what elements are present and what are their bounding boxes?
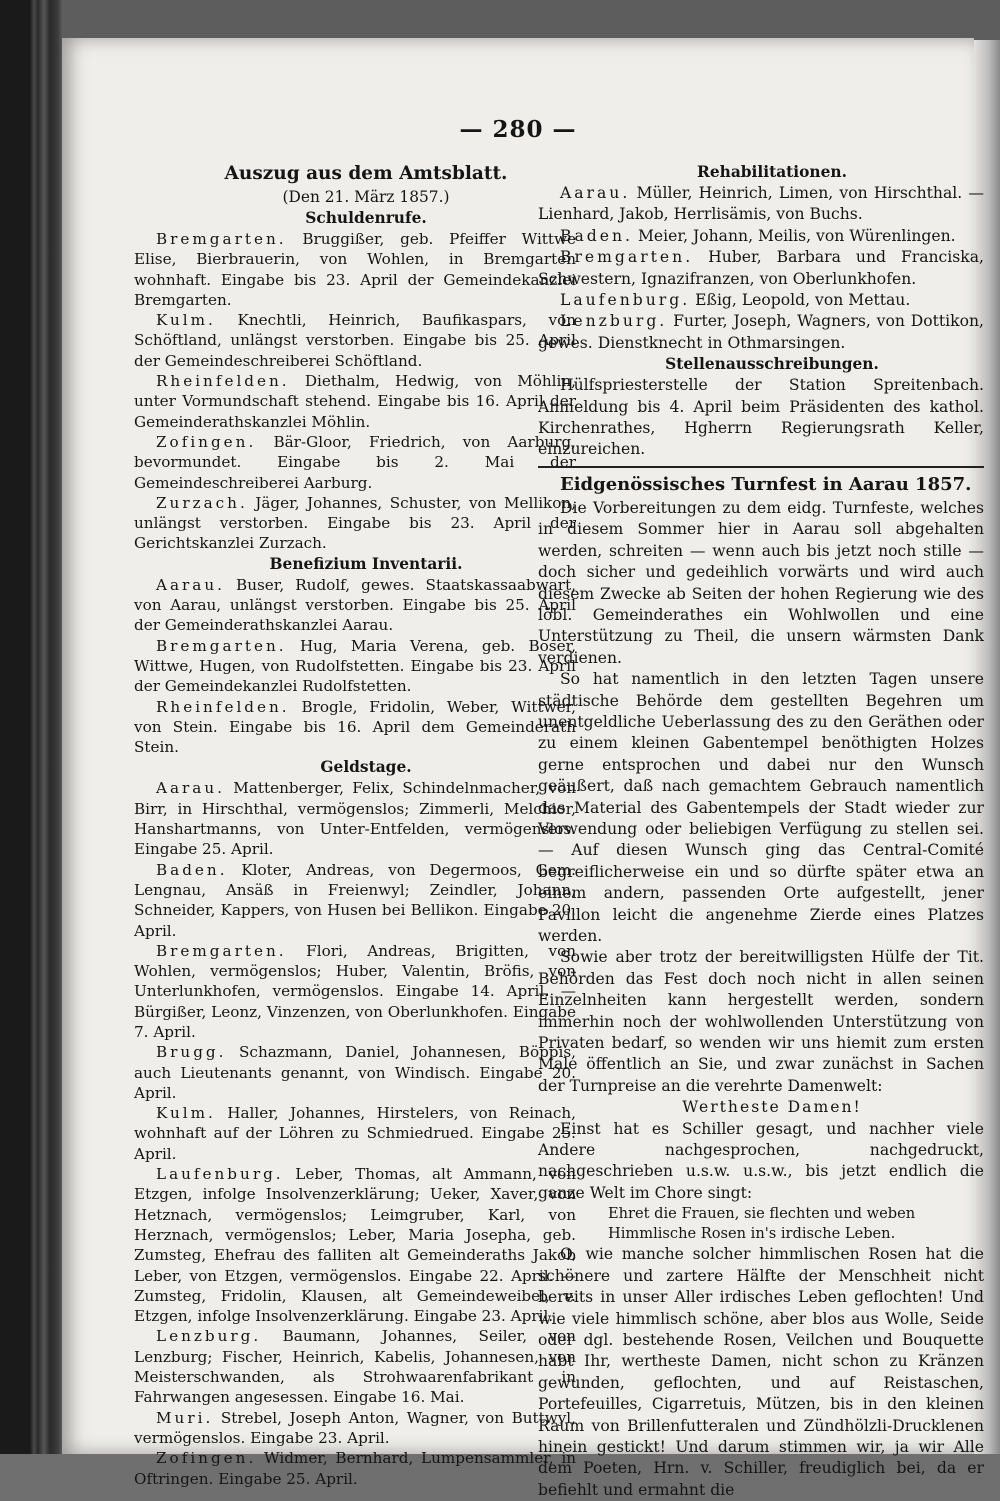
salutation: Wertheste Damen! (682, 1098, 862, 1117)
article-paragraph: So hat namentlich in den letzten Tagen unsere städtische Behörde dem gestellten Begehren um unentgeldliche Ueberlassung des zu den Geräthen oder zu einem kleinen Gabentempel benöthigten Holzes gerne entsprochen und dabei nur den Wunsch geäußert, daß nach gemachtem Gebrauch namentlich das Material des Gabentempels der Stadt wieder zur Verwendung oder beliebigen Verfügung zu stellen sei. — Auf diesen Wunsch ging das Central-Comité begreiflicherweise ein und so dürfte später etwa an einem andern, passenden Orte aufgestellt, jener Pavillon leicht die angenehme Zierde eines Platzes werden. (538, 670, 984, 945)
section-heading: Benefizium Inventarii. (269, 554, 463, 573)
list-item: Kulm. Haller, Johannes, Hirstelers, von Reinach, wohnhaft auf der Löhren zu Schmiedrued. Eingabe 25. April. (134, 1104, 577, 1163)
right-column (538, 162, 984, 1501)
newspaper-page (62, 38, 984, 1499)
page-number: — 280 — (459, 116, 577, 143)
rehabilitation-heading: Rehabilitationen. (697, 163, 847, 181)
verse-line: Ehret die Frauen, sie flechten und weben (608, 1205, 916, 1223)
list-item: Aarau. Buser, Rudolf, gewes. Staatskassaabwart, von Aarau, unlängst verstorben. Eingabe bis 25. April der Gemeinderathskanzlei Aarau. (134, 575, 576, 635)
amtsblatt-title: Auszug aus dem Amtsblatt. (224, 163, 508, 184)
list-item: Zofingen. Bär-Gloor, Friedrich, von Aarburg, bevormundet. Eingabe bis 2. Mai der Gemeindeschreiberei Aarburg. (134, 432, 577, 492)
list-item: Bremgarten. Bruggißer, geb. Pfeiffer Wittwe Elise, Bierbrauerin, von Wohlen, in Bremgarten wohnhaft. Eingabe bis 23. April der Gemeindekanzlei Bremgarten. (134, 230, 576, 309)
list-item: Kulm. Knechtli, Heinrich, Baufikaspars, von Schöftland, unlängst verstorben. Eingabe bis 25. April der Gemeindeschreiberei Schöftland. (134, 311, 576, 370)
list-item: Aarau. Mattenberger, Felix, Schindelnmacher, von Birr, in Hirschthal, vermögenslos; Zimmerli, Melchior, Hanshartmanns, von Unter-Entfelden, vermögenslos. Eingabe 25. April. (134, 779, 576, 859)
list-item: Rheinfelden. Diethalm, Hedwig, von Möhlin, unter Vormundschaft stehend. Eingabe bis 16. April der Gemeinderathskanzlei Möhlin. (134, 372, 577, 431)
list-item: Aarau. Müller, Heinrich, Limen, von Hirschthal. — Lienhard, Jakob, Herrlisämis, von Buchs. (538, 184, 984, 224)
article-paragraph: Einst hat es Schiller gesagt, und nachher viele Andere nachgesprochen, nachgedruckt, nachgeschrieben u.s.w. u.s.w., bis jetzt endlich die ganze Welt im Chore singt: (538, 1119, 984, 1202)
stellen-heading: Stellenausschreibungen. (665, 355, 879, 374)
list-item: Baden. Meier, Johann, Meilis, von Würenlingen. (560, 226, 956, 245)
section-heading: Geldstage. (320, 758, 412, 777)
list-item: Baden. Kloter, Andreas, von Degermoos, Gem. Lengnau, Ansäß in Freienwyl; Zeindler, Johann, Schneider, Kappers, von Husen bei Bellikon. Eingabe 20. April. (134, 860, 576, 940)
list-item: Lenzburg. Baumann, Johannes, Seiler, von Lenzburg; Fischer, Heinrich, Kabelis, Johannesen, von Meisterschwanden, als Strohwaarenfabrikant in Fahrwangen angesessen. Eingabe 16. Mai. (134, 1327, 576, 1407)
list-item: Bremgarten. Huber, Barbara und Franciska, Schwestern, Ignazifranzen, von Oberlunkhofen. (538, 248, 984, 288)
list-item: Laufenburg. Leber, Thomas, alt Ammann, von Etzgen, infolge Insolvenzerklärung; Ueker, Xaver, von Hetznach, vermögenslos; Leimgruber, Karl, von Herznach, vermögenslos; Leber, Maria Josepha, geb. Zumsteg, Ehefrau des falliten alt Gemeinderaths Jakob Leber, von Etzgen, vermögenslos. Eingabe 22. April. — Zumsteg, Fridolin, Klausen, alt Gemeindeweibel, v. Etzgen, infolge Insolvenzerklärung. Eingabe 23. April. (134, 1165, 576, 1326)
article-paragraph: O, wie manche solcher himmlischen Rosen hat die schönere und zartere Hälfte der Menschheit nicht bereits in unser Aller irdisches Leben geflochten! Und wie viele himmlisch schöne, aber blos aus Wolle, Seide oder dgl. bestehende Rosen, Veilchen und Bouquette habt Ihr, wertheste Damen, nicht schon zu Kränzen gewunden, geflochten, und auf Reistaschen, Portefeuilles, Cigarretuis, Mützen, bis in den kleinen Raum von Brillenfutteralen und Zündhölzli-Drucklenen hinein gestickt! Und darum stimmen wir, ja wir Alle dem Poeten, Hrn. v. Schiller, freudiglich bei, da er befiehlt und ermahnt die (538, 1245, 984, 1499)
amtsblatt-date: (Den 21. März 1857.) (282, 188, 450, 206)
list-item: Rheinfelden. Brogle, Fridolin, Weber, Wittwer, von Stein. Eingabe bis 16. April dem Gemeinderath Stein. (134, 697, 576, 757)
list-item: Zofingen. Widmer, Bernhard, Lumpensammler, in Oftringen. Eingabe 25. April. (134, 1449, 576, 1488)
list-item: Bremgarten. Flori, Andreas, Brigitten, von Wohlen, vermögenslos; Huber, Valentin, Bröfis, von Unterlunkhofen, vermögenslos. Eingabe 14. April. — Bürgißer, Leonz, Vinzenzen, von Oberlunkhofen. Eingabe 7. April. (134, 941, 577, 1041)
list-item: Brugg. Schazmann, Daniel, Johannesen, Böppis, auch Lieutenants genannt, von Windisch. Eingabe 20. April. (134, 1043, 577, 1102)
article-paragraph: Sowie aber trotz der bereitwilligsten Hülfe der Tit. Behörden das Fest doch noch nicht in allen seinen Einzelnheiten kann hergestellt werden, sondern immerhin noch der wohlwollenden Unterstützung von Privaten bedarf, so wenden wir uns hiemit zum ersten Male öffentlich an Sie, und zwar zunächst in Sachen der Turnpreise an die verehrte Damenwelt: (538, 948, 984, 1095)
scan-top-background (0, 0, 1000, 40)
verse-line: Himmlische Rosen in's irdische Leben. (608, 1225, 896, 1243)
stellen-text: Hülfspriesterstelle der Station Spreitenbach. Anmeldung bis 4. April beim Präsidenten des kathol. Kirchenrathes, Hgherrn Regierungsrath Keller, einzureichen. (538, 376, 984, 459)
list-item: Bremgarten. Hug, Maria Verena, geb. Boser, Wittwe, Hugen, von Rudolfstetten. Eingabe bis 23. April der Gemeindekanzlei Rudolfstetten. (134, 636, 576, 696)
book-spine (0, 0, 62, 1454)
list-item: Zurzach. Jäger, Johannes, Schuster, von Mellikon, unlängst verstorben. Eingabe bis 23. April der Gerichtskanzlei Zurzach. (134, 493, 577, 553)
left-column (134, 162, 576, 1489)
article-title: Eidgenössisches Turnfest in Aarau 1857. (560, 473, 972, 495)
article-paragraph: Die Vorbereitungen zu dem eidg. Turnfeste, welches in diesem Sommer hier in Aarau soll abgehalten werden, schreiten — wenn auch bis jetzt noch stille — doch sicher und gedeihlich vorwärts und wird auch diesem Zwecke ab Seiten der hohen Regierung wie des löbl. Gemeinderathes ein Wohlwollen und eine Unterstützung zu Theil, die unsern wärmsten Dank verdienen. (538, 498, 984, 667)
section-heading: Schuldenrufe. (305, 209, 427, 227)
list-item: Muri. Strebel, Joseph Anton, Wagner, von Buttwyl, vermögenslos. Eingabe 23. April. (134, 1408, 576, 1447)
section-divider (538, 466, 984, 468)
list-item: Laufenburg. Eßig, Leopold, von Mettau. (560, 291, 911, 310)
list-item: Lenzburg. Furter, Joseph, Wagners, von Dottikon, gewes. Dienstknecht in Othmarsingen. (538, 312, 984, 352)
